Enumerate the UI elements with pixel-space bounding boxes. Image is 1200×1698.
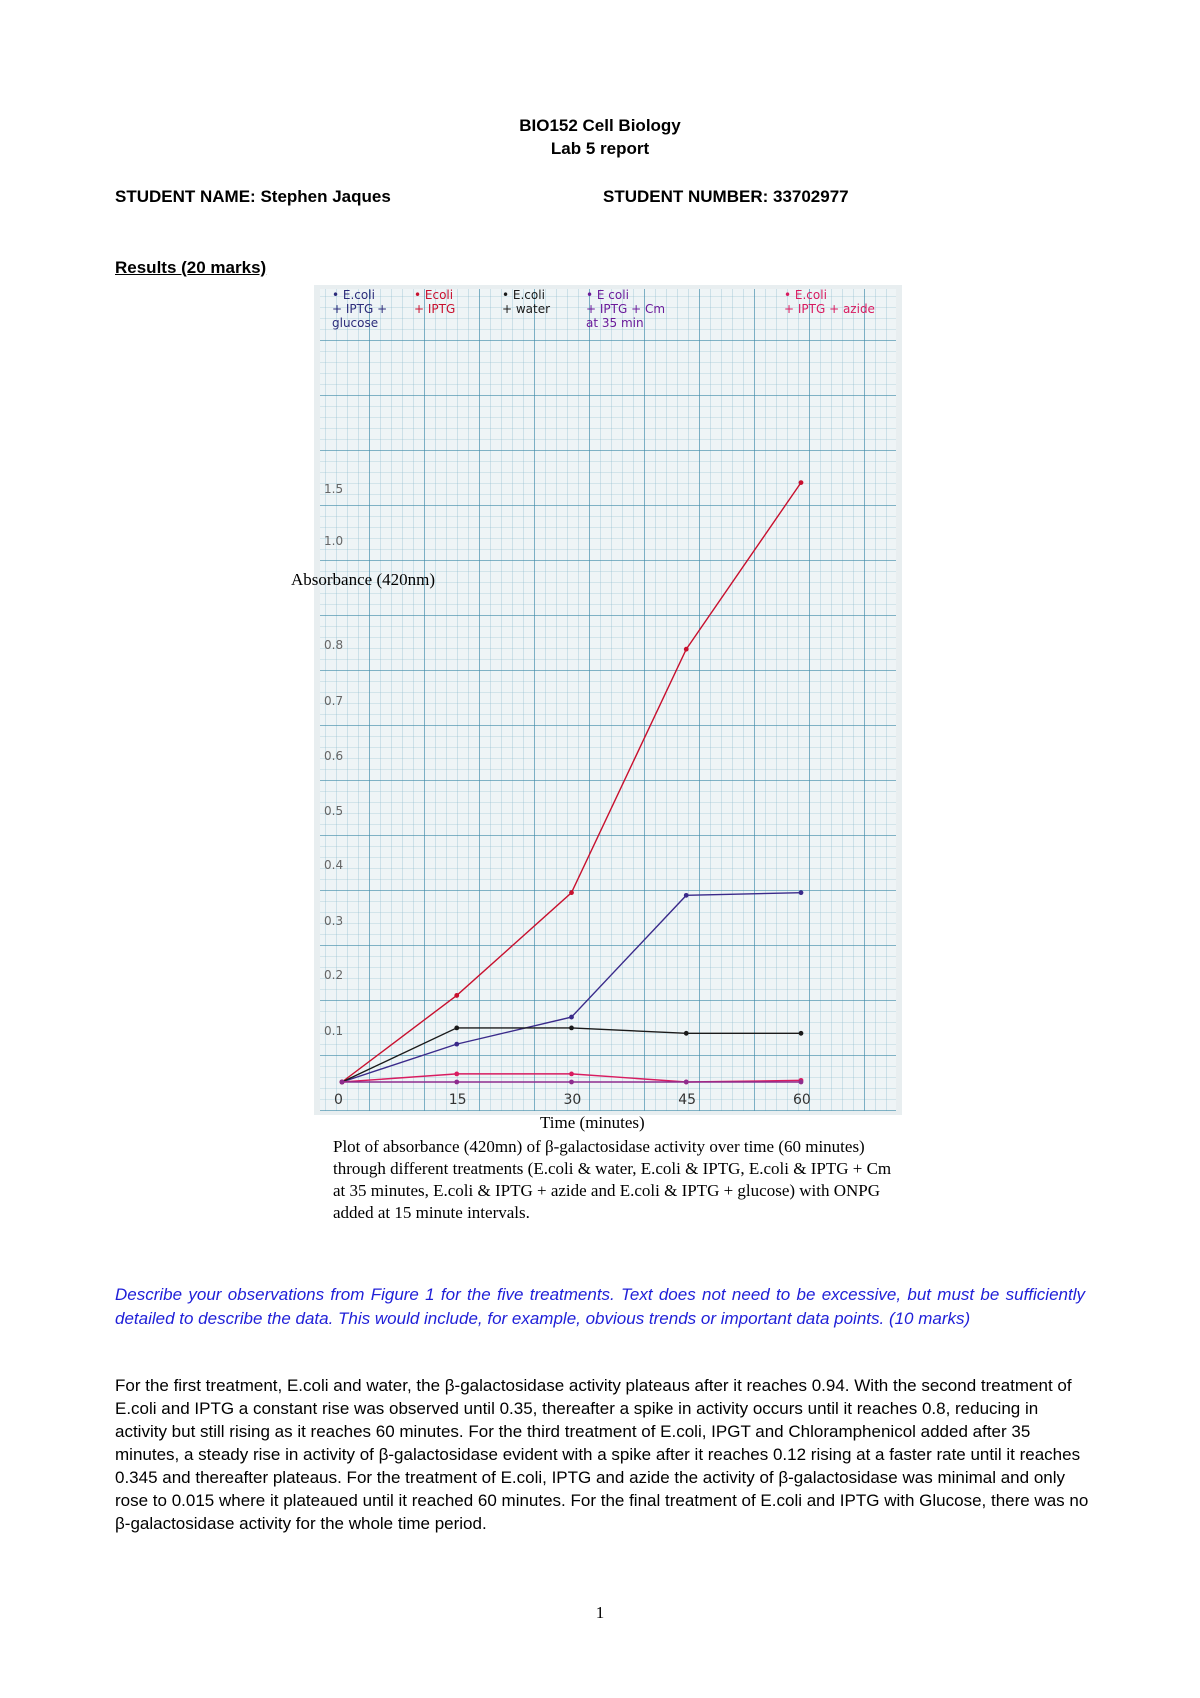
graph-paper-chart xyxy=(314,285,902,1115)
legend-entry xyxy=(414,288,455,316)
y-tick-label: 0.7 xyxy=(324,694,344,708)
data-point xyxy=(569,890,574,895)
legend-label: • Ecoli xyxy=(414,288,454,302)
answer-text: For the first treatment, E.coli and water, the β-galactosidase activity plateaus after it reaches 0.94. With the second treatment of E.coli and IPTG a constant rise was observed until 0.35, thereafter a spike in activity occurs until it reaches 0.8, reducing in activity but still rising as it reaches 60 minutes. For the third treatment of E.coli, IPGT and Chloramphenicol added after 35 minutes, a steady rise in activity of β-galactosidase evident with a spike after it reaches 0.12 rising at a faster rate until it reaches 0.345 and thereafter plateaus. For the treatment of E.coli, IPTG and azide the activity of β-galactosidase was minimal and only rose to 0.015 where it plateaued until it reached 60 minutes. For the final treatment of E.coli and IPTG with Glucose, there was no β-galactosidase activity for the whole time period. xyxy=(115,1376,1089,1533)
legend-label: at 35 min xyxy=(586,316,644,330)
data-point xyxy=(799,480,804,485)
data-point xyxy=(684,1080,689,1085)
y-tick-label: 0.1 xyxy=(324,1024,344,1038)
data-point xyxy=(569,1071,574,1076)
figure-photo xyxy=(314,285,902,1120)
data-point xyxy=(454,1080,459,1085)
data-point xyxy=(454,1042,459,1047)
data-point xyxy=(340,1080,345,1085)
data-point xyxy=(569,1080,574,1085)
y-tick-label: 0.5 xyxy=(324,804,344,818)
data-point xyxy=(684,893,689,898)
y-tick-label: 1.5 xyxy=(324,482,344,496)
data-point xyxy=(799,1031,804,1036)
y-axis-label: Absorbance (420nm) xyxy=(291,570,435,589)
x-tick-label: 30 xyxy=(563,1092,582,1108)
student-number: STUDENT NUMBER: 33702977 xyxy=(603,187,849,206)
x-tick-label: 45 xyxy=(678,1092,697,1108)
report-title: Lab 5 report xyxy=(550,139,650,158)
legend-label: • E.coli xyxy=(502,288,545,302)
course-title: BIO152 Cell Biology xyxy=(519,116,681,135)
x-tick-label: 0 xyxy=(334,1092,343,1108)
question-prompt: Describe your observations from Figure 1 for the five treatments. Text does not need to be excessive, but must be sufficiently detailed to describe the data. This would include, for example, obvious trends or important data points. (10 marks) xyxy=(115,1285,1085,1328)
legend-label: + IPTG + azide xyxy=(784,302,875,316)
legend-label: + IPTG + xyxy=(332,302,388,316)
data-point xyxy=(454,993,459,998)
y-tick-label: 1.0 xyxy=(324,534,344,548)
legend-label: • E.coli xyxy=(332,288,375,302)
y-tick-label: 0.3 xyxy=(324,914,344,928)
data-point xyxy=(569,1015,574,1020)
x-tick-label: 60 xyxy=(793,1092,811,1108)
y-tick-label: 0.6 xyxy=(324,749,344,763)
data-point xyxy=(569,1026,574,1031)
legend-entry xyxy=(502,288,550,316)
data-point xyxy=(454,1071,459,1076)
legend-label: + IPTG xyxy=(414,302,456,316)
legend-label: • E.coli xyxy=(784,288,827,302)
data-point xyxy=(799,890,804,895)
x-tick-label: 15 xyxy=(448,1092,467,1108)
page-number: 1 xyxy=(595,1603,605,1622)
legend-label: + water xyxy=(502,302,551,316)
y-tick-label: 0.4 xyxy=(324,858,344,872)
results-heading: Results (20 marks) xyxy=(115,258,267,277)
student-name: STUDENT NAME: Stephen Jaques xyxy=(115,187,391,206)
x-axis-label: Time (minutes) xyxy=(540,1113,645,1132)
data-point xyxy=(454,1026,459,1031)
data-point xyxy=(684,1031,689,1036)
legend-label: • E coli xyxy=(586,288,629,302)
data-point xyxy=(684,647,689,652)
legend-label: + IPTG + Cm xyxy=(586,302,666,316)
legend-label: glucose xyxy=(332,316,379,330)
y-tick-label: 0.2 xyxy=(324,968,344,982)
data-point xyxy=(799,1080,804,1085)
y-tick-label: 0.8 xyxy=(324,638,344,652)
figure-caption: Plot of absorbance (420mn) of β-galactosidase activity over time (60 minutes) through different treatments (E.coli & water, E.coli & IPTG, E.coli & IPTG + Cm at 35 minutes, E.coli & IPTG + azide and E.coli & IPTG + glucose) with ONPG added at 15 minute intervals. xyxy=(333,1137,892,1222)
